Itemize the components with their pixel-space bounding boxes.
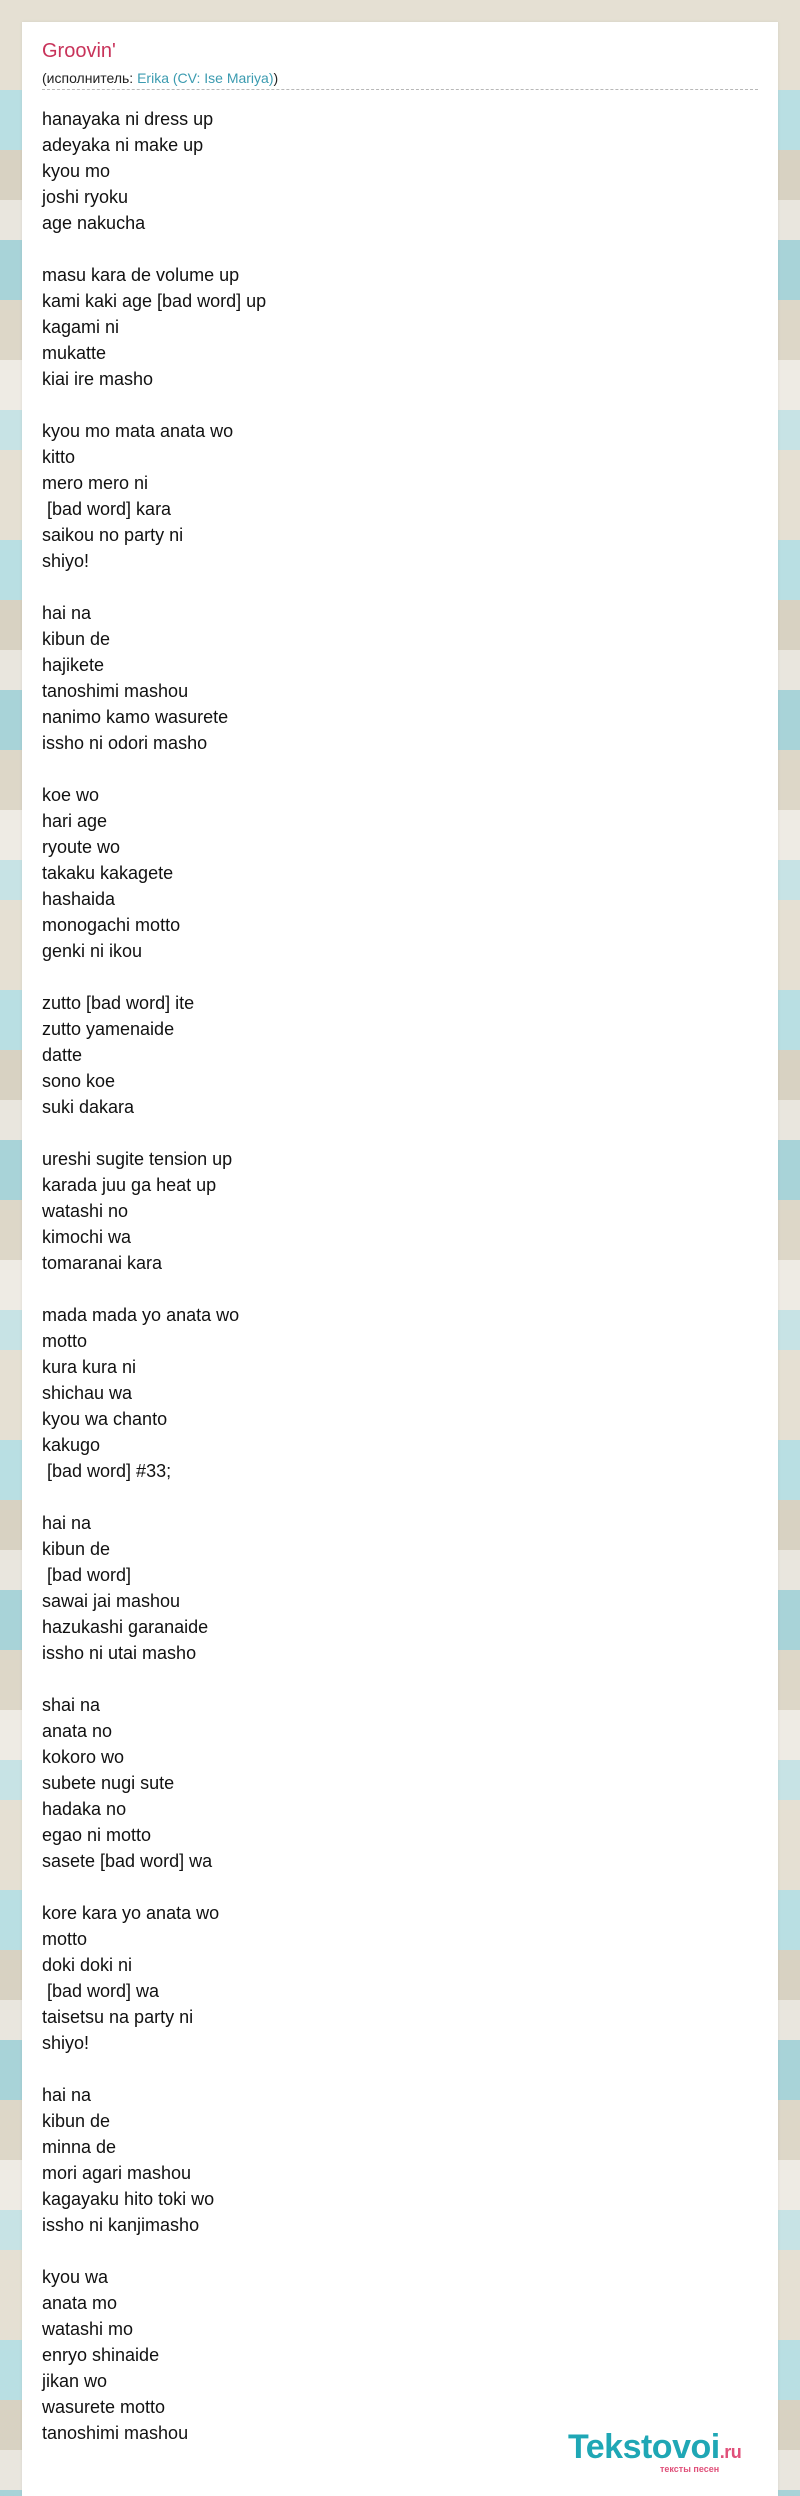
lyric-line: anata no — [42, 1721, 113, 1741]
lyric-line: joshi ryoku — [42, 187, 129, 207]
lyric-line: saikou no party ni — [42, 525, 184, 545]
lyric-line: watashi no — [42, 1201, 129, 1221]
lyric-line: age nakucha — [42, 213, 146, 233]
performer-line — [42, 70, 758, 90]
logo-tld: .ru — [719, 2442, 742, 2462]
lyric-line: zutto yamenaide — [42, 1019, 175, 1039]
lyric-line: nanimo kamo wasurete — [42, 707, 229, 727]
lyric-line: [bad word] wa — [42, 1981, 160, 2001]
lyric-line: kokoro wo — [42, 1747, 125, 1767]
lyric-line: hai na — [42, 1513, 92, 1533]
lyric-line: sasete [bad word] wa — [42, 1851, 213, 1871]
stanza-break — [42, 1484, 266, 1510]
lyric-line: motto — [42, 1929, 88, 1949]
lyric-line: monogachi motto — [42, 915, 181, 935]
lyric-line: adeyaka ni make up — [42, 135, 204, 155]
lyric-line: mada mada yo anata wo — [42, 1305, 240, 1325]
lyric-line: issho ni kanjimasho — [42, 2215, 200, 2235]
lyric-line: tanoshimi mashou — [42, 681, 189, 701]
lyric-line: subete nugi sute — [42, 1773, 175, 1793]
lyric-line: mero mero ni — [42, 473, 149, 493]
lyric-line: issho ni odori masho — [42, 733, 208, 753]
stanza-break — [42, 1120, 266, 1146]
lyric-line: hai na — [42, 603, 92, 623]
lyric-line: kura kura ni — [42, 1357, 137, 1377]
lyric-line: shiyo! — [42, 2033, 90, 2053]
lyric-line: jikan wo — [42, 2371, 108, 2391]
lyric-line: [bad word] kara — [42, 499, 172, 519]
lyric-line: ryoute wo — [42, 837, 121, 857]
lyric-line: mukatte — [42, 343, 107, 363]
lyric-line: motto — [42, 1331, 88, 1351]
stanza-break — [42, 2238, 266, 2264]
lyric-line: shiyo! — [42, 551, 90, 571]
song-title: Groovin' — [42, 40, 116, 62]
lyric-line: kiai ire masho — [42, 369, 154, 389]
lyric-line: kitto — [42, 447, 76, 467]
lyric-line: [bad word] #33; — [42, 1461, 172, 1481]
lyrics-card — [22, 22, 778, 2496]
lyric-line: kakugo — [42, 1435, 101, 1455]
lyric-line: datte — [42, 1045, 83, 1065]
site-logo[interactable] — [568, 2428, 741, 2467]
lyric-line: kibun de — [42, 2111, 111, 2131]
lyric-line: anata mo — [42, 2293, 118, 2313]
lyric-line: masu kara de volume up — [42, 265, 240, 285]
lyric-line: sawai jai mashou — [42, 1591, 181, 1611]
lyric-line: koe wo — [42, 785, 100, 805]
lyric-line: suki dakara — [42, 1097, 135, 1117]
lyric-line: kibun de — [42, 629, 111, 649]
lyric-line: egao ni motto — [42, 1825, 152, 1845]
performer-link[interactable]: Erika (CV: Ise Mariya) — [137, 70, 274, 86]
lyric-line: watashi mo — [42, 2319, 134, 2339]
lyric-line: wasurete motto — [42, 2397, 166, 2417]
lyric-line: shichau wa — [42, 1383, 133, 1403]
lyric-line: takaku kakagete — [42, 863, 174, 883]
lyric-line: karada juu ga heat up — [42, 1175, 217, 1195]
performer-suffix: ) — [273, 70, 279, 86]
lyric-line: kimochi wa — [42, 1227, 132, 1247]
lyric-line: kagayaku hito toki wo — [42, 2189, 215, 2209]
lyric-line: kyou wa — [42, 2267, 109, 2287]
stanza-break — [42, 756, 266, 782]
lyric-line: kami kaki age [bad word] up — [42, 291, 267, 311]
lyric-line: [bad word] — [42, 1565, 132, 1585]
lyric-line: hajikete — [42, 655, 105, 675]
lyric-line: hazukashi garanaide — [42, 1617, 209, 1637]
lyric-line: kore kara yo anata wo — [42, 1903, 220, 1923]
stanza-break — [42, 1874, 266, 1900]
lyric-line: kagami ni — [42, 317, 120, 337]
lyric-line: sono koe — [42, 1071, 116, 1091]
stanza-break — [42, 392, 266, 418]
lyric-line: hadaka no — [42, 1799, 127, 1819]
logo-name: Tekstovoi — [568, 2428, 720, 2466]
logo-tagline: тексты песен — [660, 2464, 720, 2474]
stanza-break — [42, 236, 266, 262]
lyric-line: kyou mo — [42, 161, 111, 181]
lyric-line: enryo shinaide — [42, 2345, 160, 2365]
lyric-line: tomaranai kara — [42, 1253, 163, 1273]
lyric-line: tanoshimi mashou — [42, 2423, 189, 2443]
lyric-line: shai na — [42, 1695, 101, 1715]
stanza-break — [42, 1666, 266, 1692]
lyric-line: hashaida — [42, 889, 116, 909]
lyric-line: mori agari mashou — [42, 2163, 192, 2183]
lyric-line: genki ni ikou — [42, 941, 143, 961]
stanza-break — [42, 2056, 266, 2082]
lyric-line: kibun de — [42, 1539, 111, 1559]
lyric-line: doki doki ni — [42, 1955, 133, 1975]
stanza-break — [42, 964, 266, 990]
lyric-line: zutto [bad word] ite — [42, 993, 195, 1013]
lyric-line: hai na — [42, 2085, 92, 2105]
performer-prefix: (исполнитель: — [42, 70, 138, 86]
lyric-line: minna de — [42, 2137, 117, 2157]
lyric-line: hanayaka ni dress up — [42, 109, 214, 129]
lyrics-text — [42, 106, 266, 2446]
stanza-break — [42, 574, 266, 600]
lyric-line: issho ni utai masho — [42, 1643, 197, 1663]
lyric-line: kyou mo mata anata wo — [42, 421, 234, 441]
lyric-line: ureshi sugite tension up — [42, 1149, 233, 1169]
lyric-line: kyou wa chanto — [42, 1409, 168, 1429]
lyric-line: taisetsu na party ni — [42, 2007, 194, 2027]
lyric-line: hari age — [42, 811, 108, 831]
stanza-break — [42, 1276, 266, 1302]
